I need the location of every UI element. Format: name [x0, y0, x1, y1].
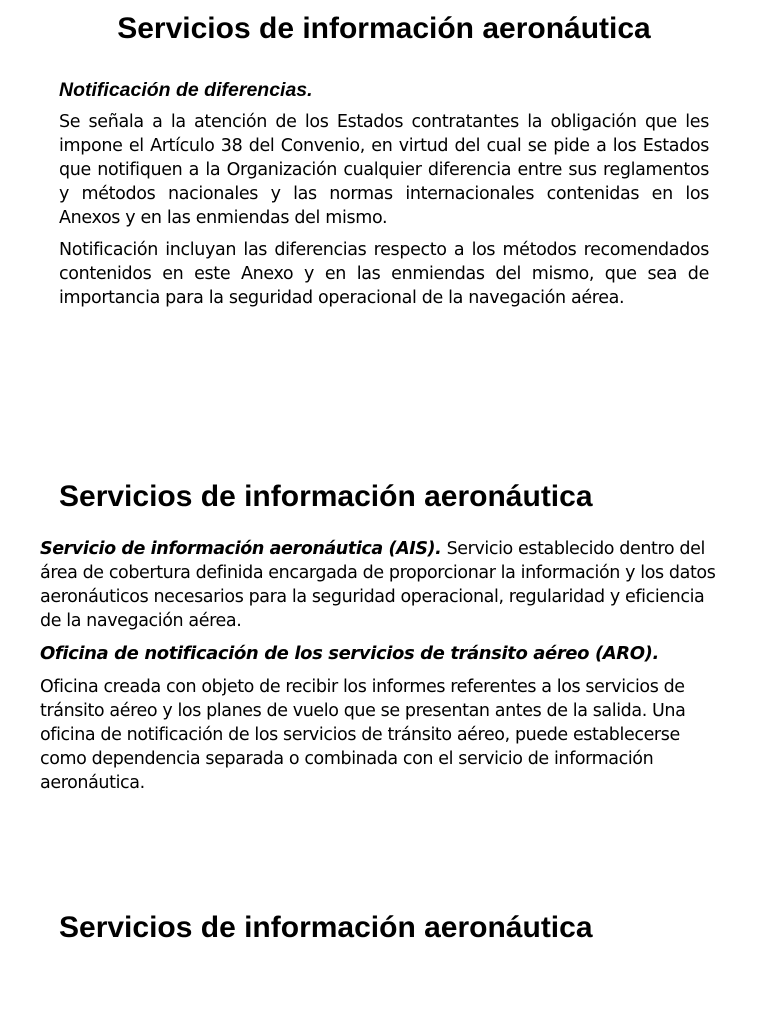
aro-definition: Oficina creada con objeto de recibir los informes referentes a los servicios de tránsito aéreo y los planes de vuelo que se presentan antes de la salida. Una oficina de notificación de los servicios de tránsito aéreo, puede establecerse como dependencia separada o combinada con el servicio de información aeronáutica.	[40, 677, 686, 793]
slide-3-title: Servicios de información aeronáutica	[59, 911, 593, 944]
slide-1-title: Servicios de información aeronáutica	[117, 12, 651, 45]
ais-definition: Servicio establecido dentro del área de cobertura definida encargada de proporcionar la información y los datos aeronáuticos necesarios para la seguridad operacional, regularidad y eficiencia de la navegación aérea.	[40, 539, 716, 631]
slide-2-title: Servicios de información aeronáutica	[59, 480, 593, 513]
slide-3	[0, 905, 768, 965]
notificacion-heading: Notificación de diferencias.	[59, 79, 313, 101]
aro-term: Oficina de notificación de los servicios de tránsito aéreo (ARO).	[40, 643, 659, 664]
notificacion-paragraph-2: Notificación incluyan las diferencias respecto a los métodos recomendados contenidos en este Anexo y en las enmiendas del mismo, que sea de importancia para la seguridad operacional de la navegación aérea.	[59, 240, 709, 308]
notificacion-paragraph-1: Se señala a la atención de los Estados contratantes la obligación que les impone el Artículo 38 del Convenio, en virtud del cual se pide a los Estados que notifiquen a la Organización cualquier diferencia entre sus reglamentos y métodos nacionales y las normas internacionales contenidas en los Anexos y en las enmiendas del mismo.	[59, 112, 709, 228]
ais-term: Servicio de información aeronáutica (AIS).	[40, 539, 442, 559]
slide-2	[0, 470, 768, 870]
slide-1	[0, 0, 768, 420]
ais-definition-block	[40, 537, 730, 633]
